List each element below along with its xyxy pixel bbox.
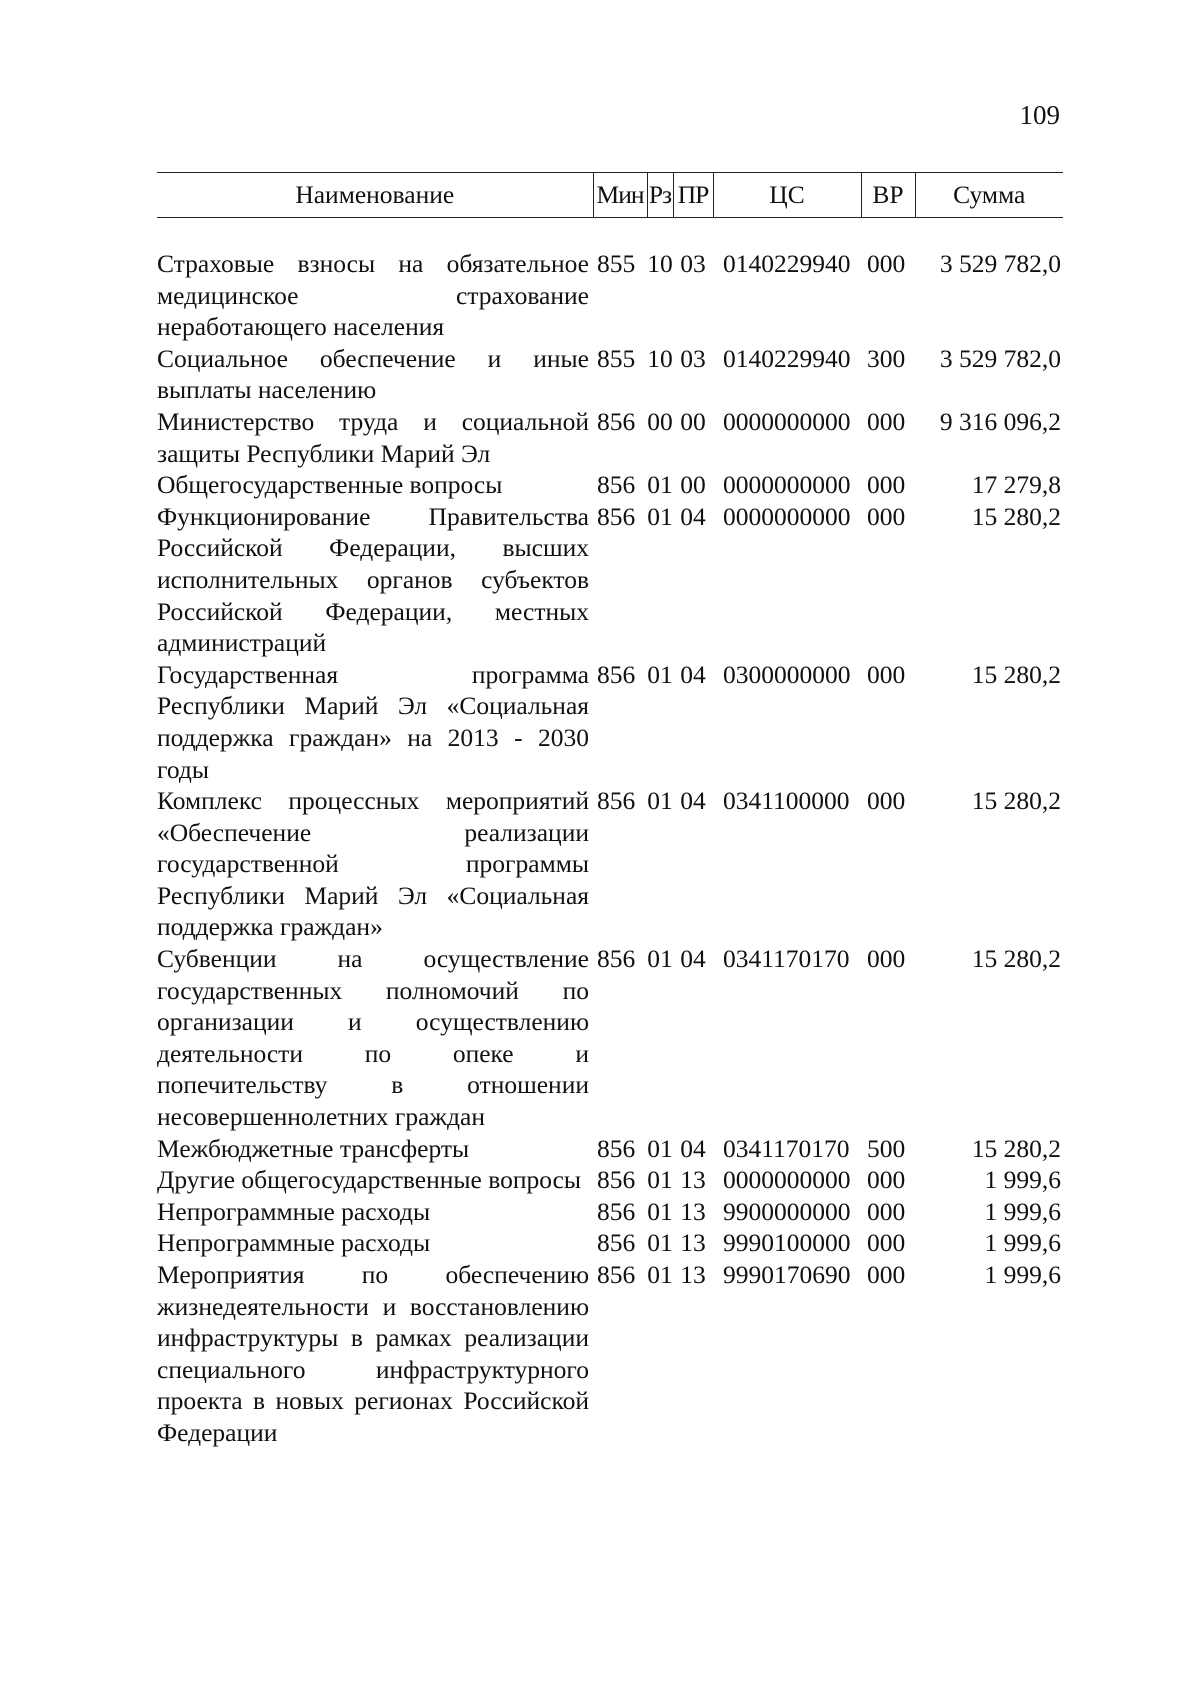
cell-vr: 500	[867, 1133, 906, 1163]
cell-vr: 000	[867, 470, 906, 500]
cell-vr: 000	[867, 1196, 906, 1226]
table-row	[157, 785, 1063, 943]
cell-cs: 0300000000	[723, 659, 851, 689]
cell-cs: 0341170170	[723, 944, 850, 974]
cell-sum: 15 280,2	[971, 501, 1061, 531]
cell-min: 856	[597, 501, 636, 531]
header-sum: Сумма	[915, 173, 1063, 218]
cell-cs: 0000000000	[723, 501, 851, 531]
cell-name: Общегосударственные вопросы	[157, 470, 503, 500]
cell-pr: 04	[680, 786, 706, 816]
cell-pr: 03	[680, 343, 706, 373]
cell-cs: 9990100000	[723, 1228, 851, 1258]
cell-sum: 15 280,2	[971, 659, 1061, 689]
cell-rz: 01	[647, 1165, 673, 1195]
cell-cs: 0000000000	[723, 406, 851, 436]
cell-sum: 1 999,6	[984, 1228, 1061, 1258]
cell-rz: 00	[647, 406, 673, 436]
cell-vr: 000	[867, 786, 906, 816]
cell-cs: 0341100000	[723, 786, 850, 816]
cell-rz: 01	[647, 659, 673, 689]
cell-sum: 3 529 782,0	[939, 343, 1061, 373]
header-name: Наименование	[157, 173, 593, 218]
header-spacer	[157, 218, 1063, 249]
cell-sum: 15 280,2	[971, 786, 1061, 816]
cell-rz: 01	[647, 501, 673, 531]
cell-min: 856	[597, 944, 636, 974]
cell-vr: 000	[867, 1260, 906, 1289]
cell-cs: 0341170170	[723, 1133, 850, 1163]
cell-pr: 13	[680, 1260, 706, 1289]
cell-pr: 03	[680, 249, 706, 278]
table-row	[157, 406, 1063, 469]
table-row	[157, 1164, 1063, 1196]
budget-table-container	[157, 172, 1063, 1449]
table-row	[157, 659, 1063, 785]
cell-rz: 10	[647, 249, 673, 278]
cell-min: 855	[597, 249, 636, 278]
cell-sum: 17 279,8	[971, 470, 1061, 500]
page-number: 109	[1019, 100, 1060, 130]
cell-min: 855	[597, 343, 636, 373]
cell-name: Непрограммные расходы	[157, 1196, 431, 1226]
cell-name: Социальное обеспечение и иные выплаты населению	[157, 343, 589, 405]
cell-sum: 1 999,6	[984, 1260, 1061, 1289]
table-row	[157, 248, 1063, 343]
cell-sum: 3 529 782,0	[939, 249, 1061, 278]
cell-sum: 15 280,2	[971, 944, 1061, 974]
cell-cs: 0140229940	[723, 343, 851, 373]
header-pr: ПР	[673, 173, 713, 218]
cell-sum: 1 999,6	[984, 1165, 1061, 1195]
cell-pr: 04	[680, 944, 706, 974]
cell-name: Комплекс процессных мероприятий «Обеспечение реализации государственной программы Республики Марий Эл «Социальная поддержка граждан»	[157, 786, 589, 942]
table-row	[157, 1227, 1063, 1259]
cell-pr: 00	[680, 470, 706, 500]
cell-sum: 15 280,2	[971, 1133, 1061, 1163]
table-body	[157, 218, 1063, 1449]
table-row	[157, 943, 1063, 1133]
cell-name: Субвенции на осуществление государственных полномочий по организации и осуществлению деятельности по опеке и попечительству в отношении несовершеннолетних граждан	[157, 944, 589, 1132]
cell-rz: 01	[647, 1228, 673, 1258]
cell-min: 856	[597, 1260, 636, 1289]
table-row	[157, 1196, 1063, 1228]
cell-name: Страховые взносы на обязательное медицинское страхование неработающего населения	[157, 249, 589, 342]
cell-pr: 13	[680, 1228, 706, 1258]
cell-rz: 01	[647, 1133, 673, 1163]
cell-pr: 13	[680, 1165, 706, 1195]
cell-min: 856	[597, 1133, 636, 1163]
cell-rz: 01	[647, 1196, 673, 1226]
cell-vr: 000	[867, 406, 906, 436]
cell-cs: 9900000000	[723, 1196, 851, 1226]
cell-rz: 01	[647, 1260, 673, 1289]
cell-vr: 000	[867, 944, 906, 974]
cell-min: 856	[597, 470, 636, 500]
cell-name: Межбюджетные трансферты	[157, 1133, 470, 1163]
header-cs: ЦС	[713, 173, 861, 218]
table-row	[157, 469, 1063, 501]
cell-min: 856	[597, 786, 636, 816]
cell-cs: 0000000000	[723, 1165, 851, 1195]
table-row	[157, 343, 1063, 406]
cell-name: Функционирование Правительства Российской Федерации, высших исполнительных органов субъектов Российской Федерации, местных администраций	[157, 501, 589, 658]
header-vr: ВР	[861, 173, 915, 218]
budget-table	[157, 172, 1063, 1449]
cell-pr: 04	[680, 501, 706, 531]
cell-sum: 9 316 096,2	[939, 406, 1061, 436]
cell-min: 856	[597, 1165, 636, 1195]
cell-cs: 0140229940	[723, 249, 851, 278]
table-header	[157, 173, 1063, 218]
cell-sum: 1 999,6	[984, 1196, 1061, 1226]
cell-name: Министерство труда и социальной защиты Республики Марий Эл	[157, 406, 589, 468]
cell-vr: 000	[867, 249, 906, 278]
cell-name: Государственная программа Республики Марий Эл «Социальная поддержка граждан» на 2013 - 2030 годы	[157, 659, 589, 784]
table-row	[157, 1259, 1063, 1449]
cell-rz: 01	[647, 470, 673, 500]
header-min: Мин	[593, 173, 647, 218]
cell-min: 856	[597, 406, 636, 436]
cell-rz: 01	[647, 786, 673, 816]
cell-vr: 000	[867, 659, 906, 689]
cell-rz: 01	[647, 944, 673, 974]
cell-rz: 10	[647, 343, 673, 373]
table-row	[157, 1133, 1063, 1165]
cell-cs: 9990170690	[723, 1260, 851, 1289]
cell-pr: 13	[680, 1196, 706, 1226]
cell-cs: 0000000000	[723, 470, 851, 500]
cell-vr: 000	[867, 501, 906, 531]
cell-name: Другие общегосударственные вопросы	[157, 1165, 582, 1195]
cell-min: 856	[597, 659, 636, 689]
table-row	[157, 501, 1063, 659]
cell-pr: 04	[680, 1133, 706, 1163]
cell-vr: 000	[867, 1165, 906, 1195]
cell-min: 856	[597, 1196, 636, 1226]
cell-name: Непрограммные расходы	[157, 1228, 431, 1258]
header-rz: Рз	[647, 173, 673, 218]
cell-name: Мероприятия по обеспечению жизнедеятельности и восстановлению инфраструктуры в рамках реализации специального инфраструктурного проекта в новых регионах Российской Федерации	[157, 1260, 589, 1447]
cell-pr: 00	[680, 406, 706, 436]
cell-vr: 000	[867, 1228, 906, 1258]
cell-min: 856	[597, 1228, 636, 1258]
cell-vr: 300	[867, 343, 906, 373]
cell-pr: 04	[680, 659, 706, 689]
